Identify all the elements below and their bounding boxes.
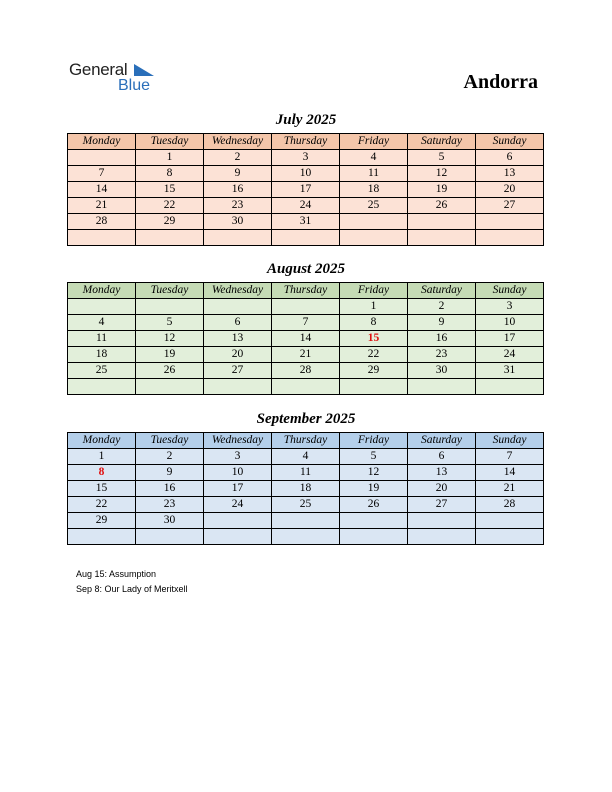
day-cell: [204, 299, 272, 315]
day-cell: 28: [476, 497, 544, 513]
calendar-july: [67, 133, 544, 246]
day-cell: 11: [68, 331, 136, 347]
day-cell: 14: [476, 465, 544, 481]
day-cell: 23: [204, 198, 272, 214]
day-cell: 16: [408, 331, 476, 347]
day-cell: 28: [272, 363, 340, 379]
day-cell: 30: [408, 363, 476, 379]
day-cell: [68, 379, 136, 395]
week-row: [68, 166, 544, 182]
day-cell: [68, 150, 136, 166]
week-row: [68, 198, 544, 214]
day-cell: 13: [204, 331, 272, 347]
day-cell: 2: [204, 150, 272, 166]
day-cell: [204, 379, 272, 395]
day-cell: 23: [136, 497, 204, 513]
week-row: [68, 299, 544, 315]
day-cell: [136, 299, 204, 315]
weekday-header: Friday: [340, 283, 408, 299]
week-row: [68, 513, 544, 529]
weekday-header: Saturday: [408, 283, 476, 299]
week-row: [68, 449, 544, 465]
weekday-header: Tuesday: [136, 433, 204, 449]
weekday-header: Monday: [68, 433, 136, 449]
weekday-header: Sunday: [476, 433, 544, 449]
day-cell: 3: [476, 299, 544, 315]
day-cell: 16: [204, 182, 272, 198]
weekday-header: Sunday: [476, 134, 544, 150]
month-title-august: August 2025: [267, 261, 345, 277]
day-cell: 20: [204, 347, 272, 363]
day-cell: 15: [68, 481, 136, 497]
weekday-header: Friday: [340, 433, 408, 449]
week-row: [68, 363, 544, 379]
day-cell: 19: [340, 481, 408, 497]
weekday-header: Saturday: [408, 433, 476, 449]
weekday-header: Tuesday: [136, 283, 204, 299]
day-cell: 4: [340, 150, 408, 166]
day-cell: 30: [204, 214, 272, 230]
day-cell: [272, 230, 340, 246]
logo-text-general: General: [69, 60, 128, 79]
day-cell: 29: [68, 513, 136, 529]
day-cell: 7: [68, 166, 136, 182]
day-cell: 24: [272, 198, 340, 214]
day-cell: 10: [476, 315, 544, 331]
day-cell: [476, 513, 544, 529]
day-cell: [340, 513, 408, 529]
day-cell: 4: [68, 315, 136, 331]
weekday-header: Wednesday: [204, 283, 272, 299]
day-cell: 24: [204, 497, 272, 513]
day-cell: [68, 230, 136, 246]
day-cell: 6: [408, 449, 476, 465]
day-cell: [272, 379, 340, 395]
week-row: [68, 214, 544, 230]
day-cell: 29: [136, 214, 204, 230]
day-cell: [408, 529, 476, 545]
day-cell: 2: [136, 449, 204, 465]
day-cell: [476, 379, 544, 395]
day-cell: 18: [68, 347, 136, 363]
day-cell: 7: [476, 449, 544, 465]
day-cell: 31: [272, 214, 340, 230]
weekday-header: Friday: [340, 134, 408, 150]
holiday-day-cell: 8: [68, 465, 136, 481]
day-cell: 17: [204, 481, 272, 497]
day-cell: 26: [408, 198, 476, 214]
calendar-august: [67, 282, 544, 395]
day-cell: 31: [476, 363, 544, 379]
day-cell: 3: [272, 150, 340, 166]
weekday-header: Monday: [68, 283, 136, 299]
day-cell: 5: [136, 315, 204, 331]
day-cell: 14: [272, 331, 340, 347]
day-cell: 21: [68, 198, 136, 214]
day-cell: 30: [136, 513, 204, 529]
day-cell: [340, 214, 408, 230]
day-cell: 20: [408, 481, 476, 497]
day-cell: 21: [272, 347, 340, 363]
day-cell: 19: [408, 182, 476, 198]
day-cell: [272, 299, 340, 315]
day-cell: [340, 230, 408, 246]
day-cell: 5: [340, 449, 408, 465]
week-row: [68, 529, 544, 545]
day-cell: 10: [272, 166, 340, 182]
week-row: [68, 379, 544, 395]
day-cell: 5: [408, 150, 476, 166]
day-cell: 9: [408, 315, 476, 331]
day-cell: 10: [204, 465, 272, 481]
weekday-header: Wednesday: [204, 433, 272, 449]
day-cell: 13: [408, 465, 476, 481]
day-cell: 16: [136, 481, 204, 497]
day-cell: 17: [476, 331, 544, 347]
day-cell: [68, 529, 136, 545]
holiday-day-cell: 15: [340, 331, 408, 347]
day-cell: [136, 379, 204, 395]
day-cell: [476, 214, 544, 230]
day-cell: 8: [136, 166, 204, 182]
week-row: [68, 182, 544, 198]
day-cell: 12: [340, 465, 408, 481]
week-row: [68, 331, 544, 347]
day-cell: 11: [272, 465, 340, 481]
day-cell: [408, 513, 476, 529]
day-cell: [204, 513, 272, 529]
day-cell: 9: [136, 465, 204, 481]
weekday-header: Thursday: [272, 433, 340, 449]
day-cell: 18: [272, 481, 340, 497]
day-cell: 1: [340, 299, 408, 315]
month-title-july: July 2025: [275, 112, 337, 128]
weekday-header: Tuesday: [136, 134, 204, 150]
day-cell: 22: [68, 497, 136, 513]
day-cell: 27: [204, 363, 272, 379]
day-cell: [340, 379, 408, 395]
week-row: [68, 150, 544, 166]
day-cell: 8: [340, 315, 408, 331]
holiday-note: Sep 8: Our Lady of Meritxell: [76, 584, 188, 594]
day-cell: 29: [340, 363, 408, 379]
week-row: [68, 465, 544, 481]
day-cell: 4: [272, 449, 340, 465]
weekday-header: Thursday: [272, 283, 340, 299]
day-cell: 23: [408, 347, 476, 363]
weekday-header-row: [68, 134, 544, 150]
month-title-september: September 2025: [256, 411, 356, 427]
weekday-header: Saturday: [408, 134, 476, 150]
day-cell: 27: [476, 198, 544, 214]
week-row: [68, 230, 544, 246]
day-cell: 22: [136, 198, 204, 214]
holiday-notes: [76, 567, 188, 597]
day-cell: [408, 214, 476, 230]
day-cell: 2: [408, 299, 476, 315]
country-name: Andorra: [463, 71, 538, 93]
day-cell: [136, 230, 204, 246]
day-cell: 22: [340, 347, 408, 363]
day-cell: 6: [204, 315, 272, 331]
day-cell: [408, 379, 476, 395]
generalblue-logo: [69, 60, 169, 96]
day-cell: 26: [136, 363, 204, 379]
day-cell: 12: [136, 331, 204, 347]
day-cell: 1: [68, 449, 136, 465]
day-cell: 17: [272, 182, 340, 198]
day-cell: 15: [136, 182, 204, 198]
weekday-header: Monday: [68, 134, 136, 150]
weekday-header-row: [68, 433, 544, 449]
day-cell: 9: [204, 166, 272, 182]
day-cell: 21: [476, 481, 544, 497]
day-cell: 11: [340, 166, 408, 182]
calendar-september: [67, 432, 544, 545]
day-cell: [136, 529, 204, 545]
day-cell: [476, 230, 544, 246]
logo-text-blue: Blue: [118, 77, 151, 94]
weekday-header-row: [68, 283, 544, 299]
day-cell: 1: [136, 150, 204, 166]
day-cell: [408, 230, 476, 246]
day-cell: 19: [136, 347, 204, 363]
day-cell: 25: [272, 497, 340, 513]
day-cell: 26: [340, 497, 408, 513]
day-cell: [204, 529, 272, 545]
day-cell: 25: [340, 198, 408, 214]
holiday-note: Aug 15: Assumption: [76, 569, 157, 579]
weekday-header: Wednesday: [204, 134, 272, 150]
day-cell: 25: [68, 363, 136, 379]
day-cell: 20: [476, 182, 544, 198]
day-cell: [476, 529, 544, 545]
day-cell: 24: [476, 347, 544, 363]
day-cell: [68, 299, 136, 315]
week-row: [68, 497, 544, 513]
day-cell: 6: [476, 150, 544, 166]
week-row: [68, 481, 544, 497]
day-cell: [272, 529, 340, 545]
day-cell: [340, 529, 408, 545]
day-cell: 27: [408, 497, 476, 513]
week-row: [68, 347, 544, 363]
day-cell: 7: [272, 315, 340, 331]
day-cell: 28: [68, 214, 136, 230]
day-cell: 14: [68, 182, 136, 198]
day-cell: [204, 230, 272, 246]
day-cell: [272, 513, 340, 529]
weekday-header: Sunday: [476, 283, 544, 299]
logo-triangle-icon: [134, 64, 156, 78]
week-row: [68, 315, 544, 331]
day-cell: 18: [340, 182, 408, 198]
day-cell: 12: [408, 166, 476, 182]
day-cell: 13: [476, 166, 544, 182]
weekday-header: Thursday: [272, 134, 340, 150]
day-cell: 3: [204, 449, 272, 465]
